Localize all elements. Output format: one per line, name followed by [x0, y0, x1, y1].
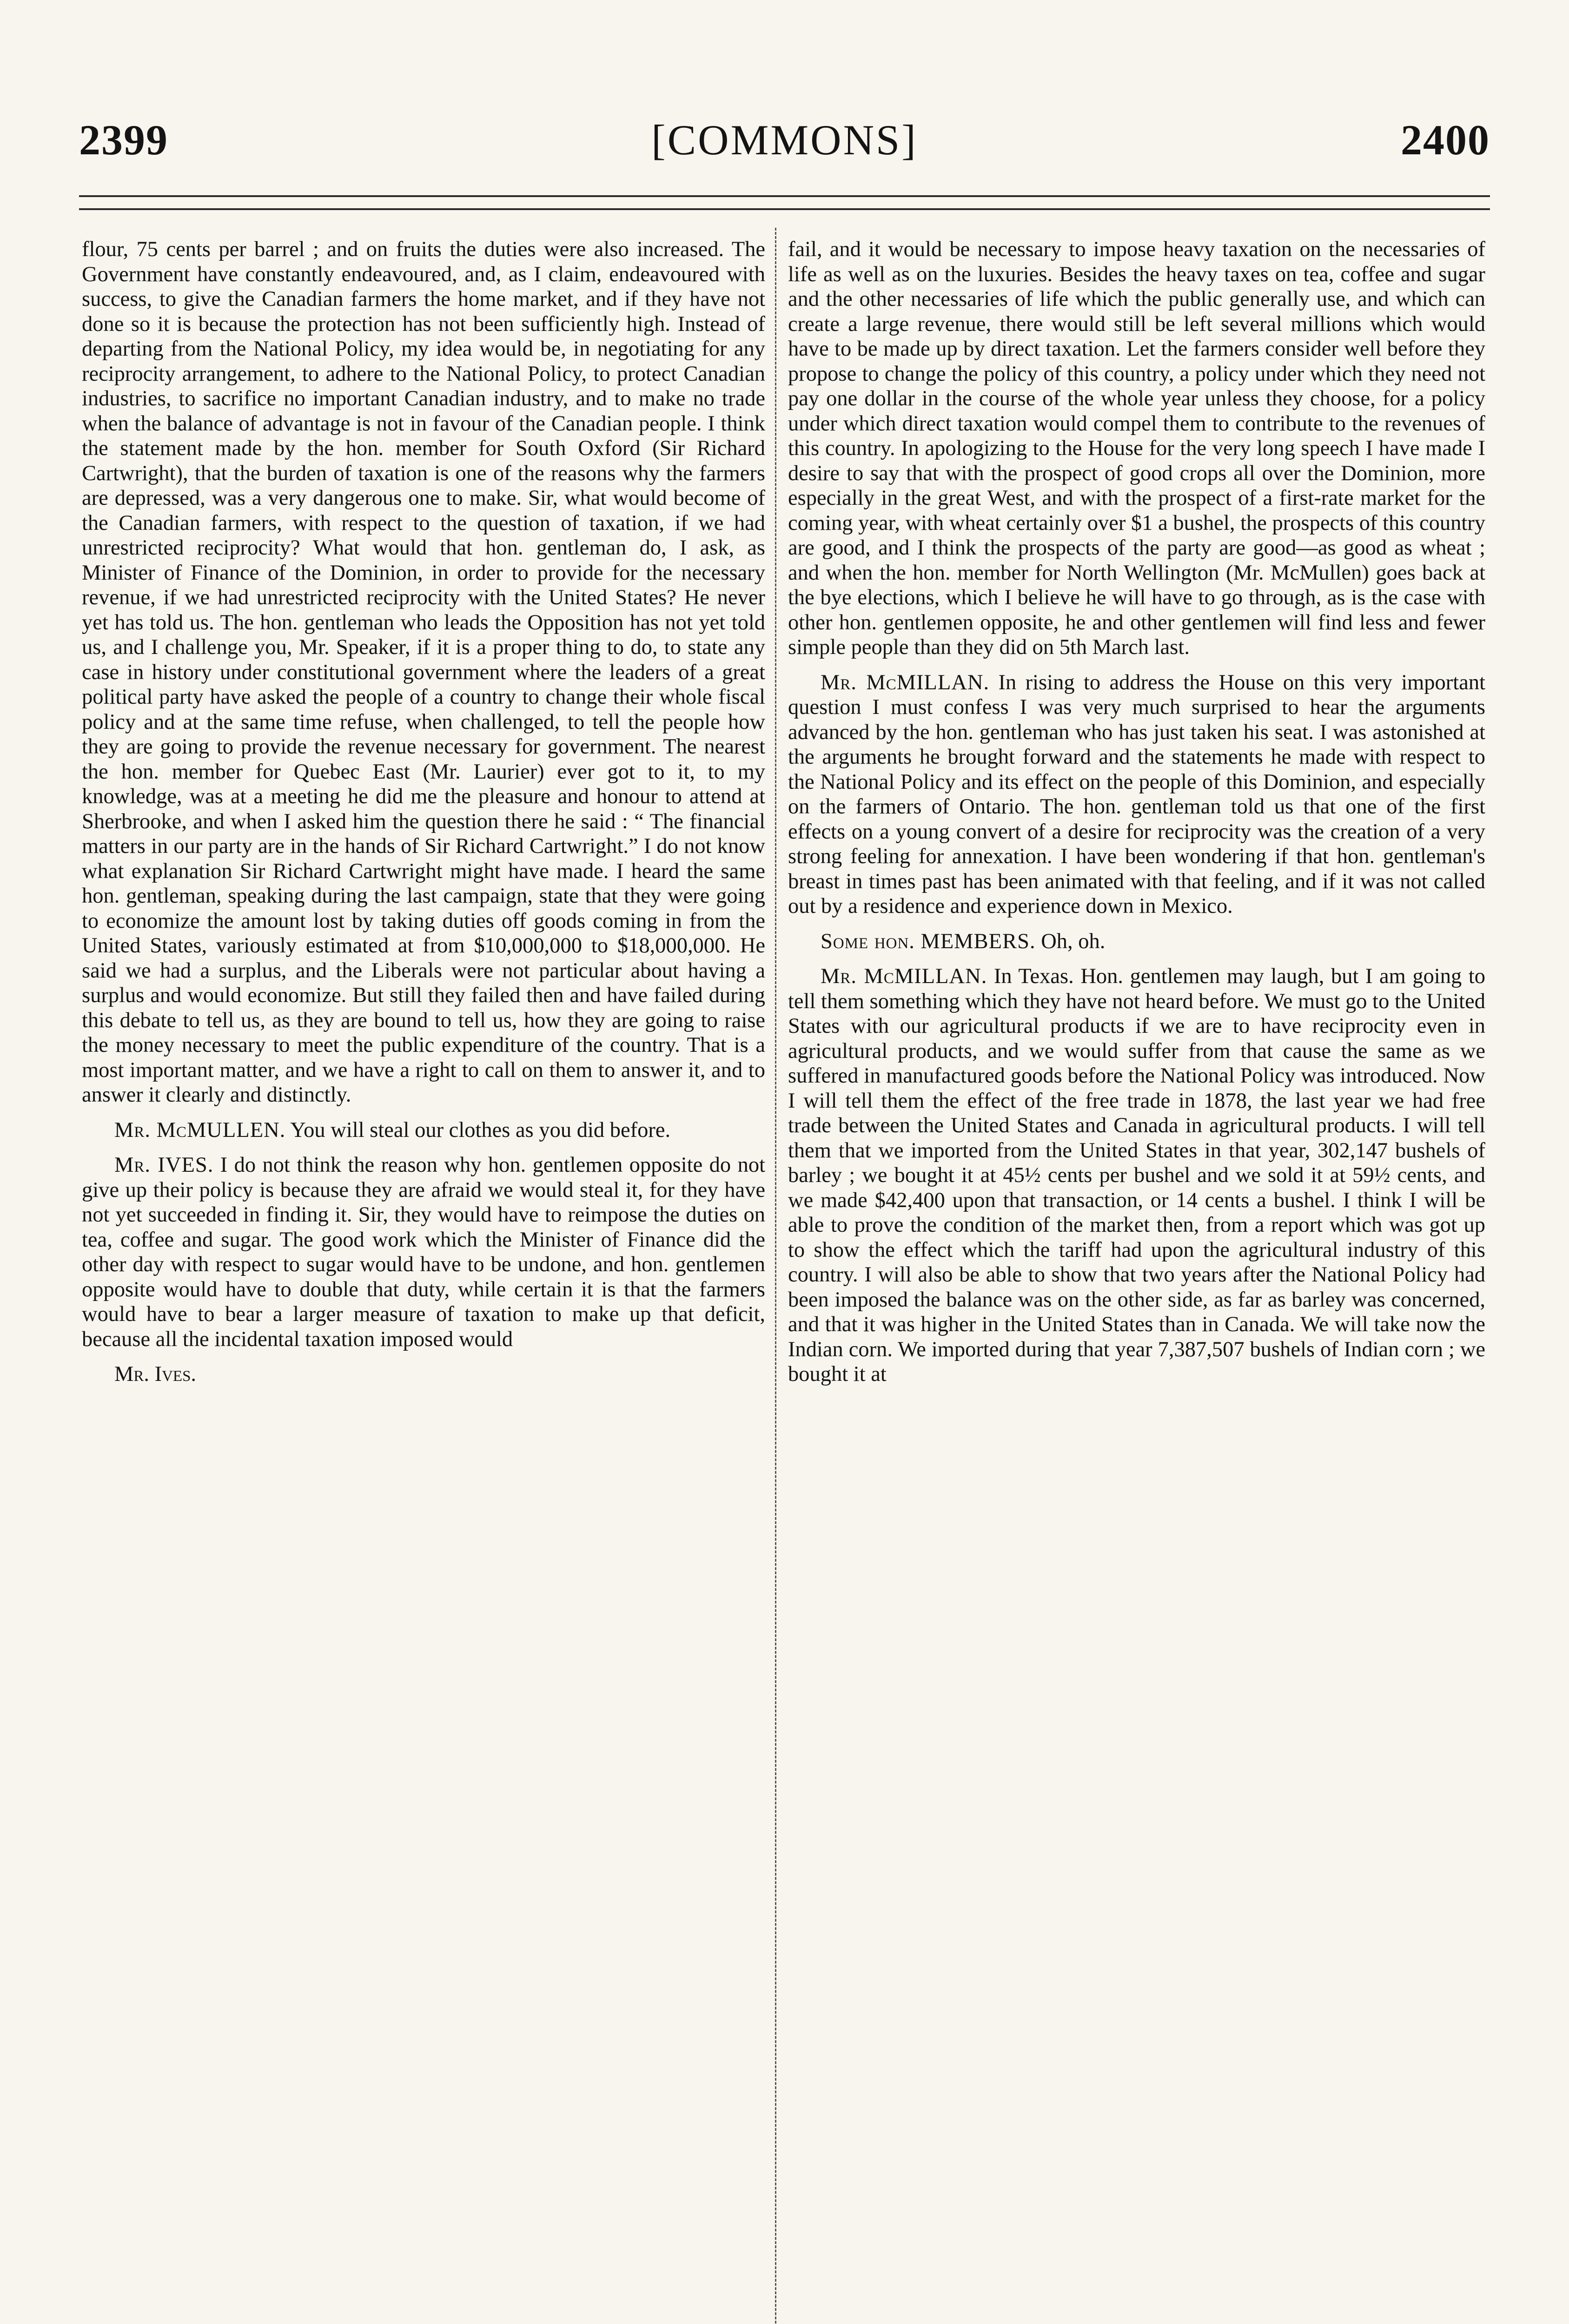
header-rule-top — [79, 195, 1490, 197]
left-paragraph-mcmullen — [82, 1118, 765, 1143]
left-paragraph-continuation: flour, 75 cents per barrel ; and on fruits the duties were also increased. The Government have constantly endeavoured, and, as I claim, endeavoured with success, to give the Canadian farmers the home market, and if they have not done so it is because the protection has not been sufficiently high. Instead of departing from the National Policy, my idea would be, in negotiating for any reciprocity arrangement, to adhere to the National Policy, to protect Canadian industries, to sacrifice no important Canadian industry, and to make no trade when the balance of advantage is not in favour of the Canadian people. I think the statement made by the hon. member for South Oxford (Sir Richard Cartwright), that the burden of taxation is one of the reasons why the farmers are depressed, was a very dangerous one to make. Sir, what would become of the Canadian farmers, with respect to the question of taxation, if we had unrestricted reciprocity? What would that hon. gentleman do, I ask, as Minister of Finance of the Dominion, in order to provide for the necessary revenue, if we had unrestricted reciprocity with the United States? He never yet has told us. The hon. gentleman who leads the Opposition has not yet told us, and I challenge you, Mr. Speaker, if it is a proper thing to do, to state any case in history under constitutional government where the leaders of a great political party have asked the people of a country to change their whole fiscal policy and at the same time refuse, when challenged, to tell the people how they are going to provide the revenue necessary for government. The nearest the hon. member for Quebec East (Mr. Laurier) ever got to it, to my knowledge, was at a meeting he did me the pleasure and honour to attend at Sherbrooke, and when I asked him the question there he said : “ The financial matters in our party are in the hands of Sir Richard Cartwright.” I do not know what explanation Sir Richard Cartwright might have made. I heard the same hon. gentleman, speaking during the last campaign, state that they were going to economize the amount lost by taking duties off goods coming in from the United States, variously estimated at from $10,000,000 to $18,000,000. He said we had a surplus, and the Liberals were not particular about having a surplus and would economize. But still they failed then and have failed during this debate to tell us, as they are bound to tell us, how they are going to raise the money necessary to meet the public expenditure of the country. That is a most important matter, and we have a right to call on them to answer it, and to answer it clearly and distinctly. — [82, 238, 765, 1107]
speaker-name: Mr. McMILLAN. — [821, 670, 990, 694]
right-paragraph-mcmillan-1 — [788, 670, 1485, 919]
speech-text: Oh, oh. — [1041, 929, 1106, 953]
left-page-number: 2399 — [79, 116, 168, 164]
right-page-number: 2400 — [1401, 116, 1490, 164]
chamber-title: [COMMONS] — [651, 116, 918, 164]
speech-text: I do not think the reason why hon. gentlemen opposite do not give up their policy is because they are afraid we would steal it, for they have not yet succeeded in finding it. Sir, they would have to reimpose the duties on tea, coffee and sugar. The good work which the Minister of Finance did the other day with respect to sugar would have to be undone, and hon. gentlemen opposite would have to double that duty, while certain it is that the farmers would have to bear a larger measure of taxation to make up that deficit, because all the incidental taxation imposed would — [82, 1153, 765, 1351]
right-paragraph-mcmillan-2 — [788, 964, 1485, 1387]
speaker-name: Mr. McMULLEN. — [114, 1118, 286, 1142]
page-header — [79, 106, 1490, 171]
speaker-name: Mr. McMILLAN. — [821, 964, 987, 988]
left-paragraph-ives — [82, 1153, 765, 1352]
column-footer-signature: Mr. Ives. — [114, 1362, 197, 1386]
speech-text: You will steal our clothes as you did before. — [290, 1118, 671, 1142]
header-rule-bottom — [79, 208, 1490, 210]
speech-text: In rising to address the House on this very important question I must confess I was very much surprised to hear the arguments advanced by the hon. gentleman who has just taken his seat. I was astonished at the arguments he brought forward and the statements he made with respect to the National Policy and its effect on the people of this Dominion, and especially on the farmers of Ontario. The hon. gentleman told us that one of the first effects on a young convert of a desire for reciprocity was the creation of a very strong feeling for annexation. I have been wondering if that hon. gentleman's breast in times past has been animated with that feeling, and if it was not called out by a residence and experience down in Mexico. — [788, 670, 1485, 918]
right-paragraph-continuation: fail, and it would be necessary to impose heavy taxation on the necessaries of life as well as on the luxuries. Besides the heavy taxes on tea, coffee and sugar and the other necessaries of life which the public generally use, and which can create a large revenue, there would still be left several millions which would have to be made up by direct taxation. Let the farmers consider well before they propose to change the policy of this country, a policy under which they need not pay one dollar in the course of the whole year unless they choose, for a policy under which direct taxation would compel them to contribute to the revenues of this country. In apologizing to the House for the very long speech I have made I desire to say that with the prospect of good crops all over the Dominion, more especially in the great West, and with the prospect of a first-rate market for the coming year, with wheat certainly over $1 a bushel, the prospects of this country are good, and I think the prospects of the party are good—as good as wheat ; and when the hon. member for North Wellington (Mr. McMullen) goes back at the bye elections, which I believe he will have to go through, as is the case with other hon. gentlemen opposite, he and other gentlemen will find less and fewer simple people than they did on 5th March last. — [788, 238, 1485, 659]
left-column — [82, 237, 765, 2324]
speaker-name: Some hon. MEMBERS. — [821, 929, 1036, 953]
speech-text: In Texas. Hon. gentlemen may laugh, but I am going to tell them something which they have not heard before. We must go to the United States with our agricultural products if we are to have reciprocity even in agricultural products, and we would suffer from that cause the same as we suffered in manufactured goods before the National Policy was introduced. Now I will tell them the effect of the free trade in 1878, the last year we had free trade between the United States and Canada in agricultural products. I will tell them that we imported from the United States in that year, 302,147 bushels of barley ; we bought it at 45½ cents per bushel and we sold it at 59½ cents, and we made $42,400 upon that transaction, or 14 cents a bushel. I think I will be able to prove the condition of the market then, from a report which was got up to show the effect which the tariff had upon the agricultural industry of this country. I will also be able to show that two years after the National Policy had been imposed the balance was on the other side, as far as barley was concerned, and that it was higher in the United States than in Canada. We will take now the Indian corn. We imported during that year 7,387,507 bushels of Indian corn ; we bought it at — [788, 964, 1485, 1386]
right-paragraph-members — [788, 929, 1485, 954]
speaker-name: Mr. IVES. — [114, 1153, 214, 1177]
right-column — [788, 237, 1485, 2324]
column-divider — [775, 228, 776, 2324]
